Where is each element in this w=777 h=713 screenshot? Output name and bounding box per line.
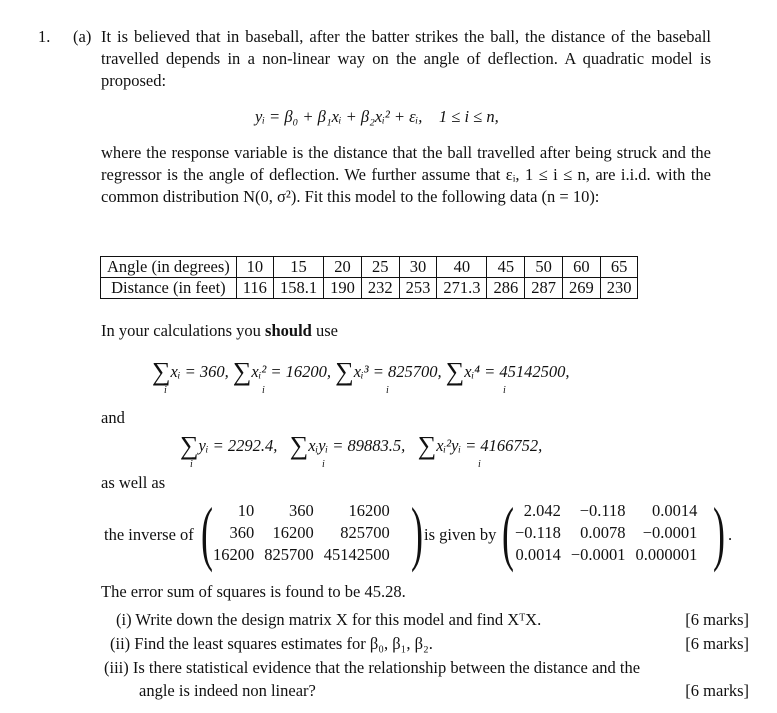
table-cell: 20 [324,257,362,278]
design-moment-matrix [208,500,395,566]
calc-lead-bold: should [265,321,312,340]
sum-index: i [262,385,265,396]
data-table [100,256,638,299]
sum-index: i [322,459,325,470]
as-well-as-text: as well as [101,473,166,492]
sum-index: i [164,385,167,396]
matrix-cell: −0.0001 [570,545,626,564]
sum-x2y: xᵢ²yᵢ = 4166752, [436,436,543,455]
matrix-row [510,544,702,566]
table-cell: 286 [487,278,525,299]
table-cell: 116 [236,278,273,299]
table-cell: 271.3 [437,278,487,299]
item-iii [104,657,640,679]
matrix-cell: 10 [237,501,255,520]
inverse-end: . [728,525,733,544]
matrix-row [208,500,395,522]
item-marks: [6 marks] [685,610,749,629]
matrix-cell: 0.000001 [635,545,698,564]
sum-index: i [190,459,193,470]
table-cell: 30 [399,257,437,278]
sum-sign: ∑ [417,431,437,460]
table-cell: 40 [437,257,487,278]
item-text: Is there statistical evidence that the relationship between the distance and the [132,658,641,677]
table-cell: 269 [562,278,600,299]
left-paren: ( [501,493,514,573]
calc-lead-tail: use [311,321,338,340]
sum-index: i [478,459,481,470]
angle-header: Angle (in degrees) [101,257,237,278]
y-sums-line [180,426,542,460]
table-cell: 190 [324,278,362,299]
sum-index: i [503,385,506,396]
item-text: Find the least squares estimates for β₀, β₁, β₂. [134,634,433,653]
table-cell: 15 [273,257,323,278]
sum-xy: xᵢyᵢ = 89883.5, [308,436,406,455]
item-text-continued: angle is indeed non linear? [139,681,316,700]
table-cell: 45 [487,257,525,278]
model-equation: yᵢ = β₀ + β₁xᵢ + β₂xᵢ² + εᵢ, 1 ≤ i ≤ n, [255,107,499,126]
matrix-cell: 0.0078 [580,523,626,542]
right-paren: ) [712,493,725,573]
matrix-cell: −0.118 [515,523,561,542]
item-marks: [6 marks] [685,681,749,700]
matrix-cell: 0.0014 [652,501,698,520]
table-row [101,257,638,278]
matrix-cell: 16200 [272,523,314,542]
sum-x3: xᵢ³ = 825700, [353,362,442,381]
table-cell: 287 [525,278,563,299]
sum-x4: xᵢ⁴ = 45142500, [464,362,570,381]
right-paren: ) [410,493,423,573]
table-cell: 65 [600,257,638,278]
table-cell: 10 [236,257,273,278]
matrix-cell: 2.042 [523,501,561,520]
matrix-cell: 0.0014 [515,545,561,564]
table-cell: 158.1 [273,278,323,299]
matrix-cell: 16200 [213,545,255,564]
item-text: Write down the design matrix X for this model and find XᵀX. [135,610,542,629]
item-label: (iii) [104,658,129,677]
item-label: (i) [116,610,132,629]
calc-lead-text: In your calculations you [101,321,266,340]
matrix-row [510,500,702,522]
matrix-cell: 45142500 [323,545,390,564]
x-sums-line [152,352,569,386]
sse-text: The error sum of squares is found to be 45.28. [101,582,406,601]
table-cell: 60 [562,257,600,278]
matrix-row [208,522,395,544]
item-marks: [6 marks] [685,634,749,653]
sum-y: yᵢ = 2292.4, [198,436,278,455]
matrix-cell: −0.0001 [642,523,698,542]
sum-sign: ∑ [232,357,252,386]
sum-sign: ∑ [335,357,354,386]
sum-index: i [386,385,389,396]
inverse-middle: is given by [424,525,497,544]
inverse-prefix: the inverse of [104,525,194,544]
table-row [101,278,638,299]
calc-lead [101,320,338,342]
question-number: 1. [38,27,51,46]
table-cell: 232 [361,278,399,299]
table-cell: 25 [361,257,399,278]
matrix-cell: 825700 [264,545,314,564]
sum-sign: ∑ [289,431,309,460]
description-paragraph: where the response variable is the distance that the ball travelled after being struck and the regressor is the angle of deflection. We further assume that εᵢ, 1 ≤ i ≤ n, are i.i.d. with the common distribution N(0, σ²). Fit this model to the following data (n = 10): [101,143,711,206]
matrix-row [510,522,702,544]
table-cell: 253 [399,278,437,299]
distance-header: Distance (in feet) [101,278,237,299]
matrix-cell: 16200 [348,501,390,520]
inverse-matrix [510,500,702,566]
matrix-cell: 825700 [340,523,390,542]
table-cell: 50 [525,257,563,278]
matrix-cell: −0.118 [579,501,626,520]
sum-sign: ∑ [445,357,465,386]
sum-x1: xᵢ = 360, [170,362,229,381]
intro-paragraph: It is believed that in baseball, after the batter strikes the ball, the distance of the baseball travelled depends in a non-linear way on the angle of deflection. A quadratic model is proposed: [101,27,711,90]
sum-sign: ∑ [180,431,199,460]
part-label: (a) [73,27,92,46]
sum-x2: xᵢ² = 16200, [251,362,332,381]
item-label: (ii) [110,634,131,653]
and-text: and [101,408,125,427]
item-i [116,609,541,631]
item-ii [110,633,433,655]
sum-sign: ∑ [152,357,171,386]
table-cell: 230 [600,278,638,299]
matrix-cell: 360 [289,501,314,520]
matrix-cell: 360 [229,523,255,542]
left-paren: ( [200,493,213,573]
matrix-row [208,544,395,566]
